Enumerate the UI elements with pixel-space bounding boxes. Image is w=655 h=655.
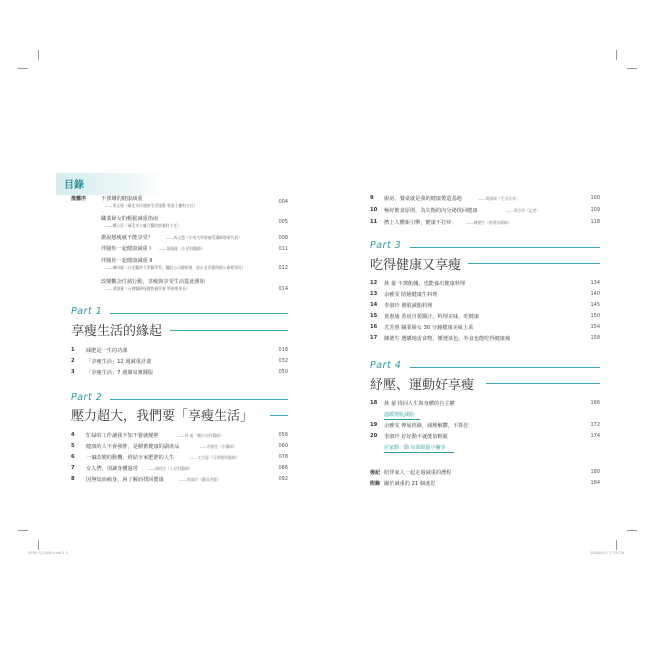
toc-entry bbox=[71, 358, 288, 367]
entry-page: 018 bbox=[278, 347, 288, 353]
preface-page: 014 bbox=[278, 286, 288, 292]
entry-title: 極好飲食原則，為失衡的內分泌找回健康 bbox=[384, 208, 478, 214]
entry-number: 9 bbox=[370, 195, 374, 201]
footer-timestamp: 2018/9/11 下午5:26 bbox=[590, 551, 624, 555]
entry-number: 10 bbox=[370, 207, 378, 213]
toc-entry bbox=[370, 335, 600, 344]
entry-title: 忙碌的工作讓我不知不覺就變胖 bbox=[86, 433, 159, 439]
entry-title: 健康的人不會發胖，是積蓄健康的副產品 bbox=[86, 444, 180, 450]
note-underline bbox=[384, 419, 420, 420]
entry-number: 5 bbox=[71, 443, 75, 449]
entry-number: 19 bbox=[370, 422, 378, 428]
entry-title: 因無知而痛身，困了解而找回健康 bbox=[86, 477, 164, 483]
preface-title: 伴隨你一起健康減重 II bbox=[101, 258, 153, 264]
toc-entry bbox=[370, 422, 600, 431]
footer-filename: 9789 內文ANS.indd 2-3 bbox=[28, 551, 68, 555]
part-divider bbox=[270, 415, 288, 416]
entry-title: 李淑玲 塘肌減脂料理 bbox=[384, 303, 433, 309]
toc-entry bbox=[370, 195, 600, 204]
entry-page: 092 bbox=[278, 476, 288, 482]
entry-title: 一個改變的動機，終結全家肥胖的人生 bbox=[86, 455, 175, 461]
entry-author: ——郭時淳（小兒科醫師） bbox=[147, 466, 193, 471]
toc-entry bbox=[370, 400, 600, 409]
entry-number: 2 bbox=[71, 358, 75, 364]
entry-page: 150 bbox=[590, 313, 600, 319]
toc-entry bbox=[71, 443, 288, 452]
part-divider bbox=[110, 399, 288, 400]
toc-entry bbox=[370, 302, 600, 311]
entry-title: 關於減重的 21 個迷思 bbox=[384, 481, 436, 487]
entry-page: 032 bbox=[278, 358, 288, 364]
part-4-label: Part 4 bbox=[370, 360, 402, 371]
entry-page: 078 bbox=[278, 454, 288, 460]
toc-entry bbox=[370, 207, 600, 216]
entry-page: 174 bbox=[590, 433, 600, 439]
entry-number: 3 bbox=[71, 369, 75, 375]
section-note: 居家動一動 肩頸鬆鬆小撇步 bbox=[384, 445, 446, 451]
preface-author: ——鄭心蓓（臺北市立聯合醫院營養科主任） bbox=[105, 223, 181, 228]
part-divider bbox=[410, 367, 600, 368]
entry-number: 16 bbox=[370, 324, 378, 330]
entry-author: ——余雅雯（中醫師） bbox=[199, 444, 237, 449]
entry-page: 172 bbox=[590, 422, 600, 428]
preface-page: 004 bbox=[278, 199, 288, 205]
entry-number: 1 bbox=[71, 347, 75, 353]
entry-title: 尤芳惠 職業婦女 30 分鐘健康美味上菜 bbox=[384, 325, 474, 331]
preface-author: ——張雅倫（小兒科醫師） bbox=[159, 246, 205, 251]
toc-entry bbox=[370, 480, 600, 489]
entry-page: 118 bbox=[590, 219, 600, 225]
part-3-label: Part 3 bbox=[370, 240, 402, 251]
section-note: 溫暖增肌減脂 bbox=[384, 412, 415, 418]
entry-title: 減肥是一生的功課 bbox=[86, 348, 128, 354]
entry-page: 184 bbox=[590, 480, 600, 486]
entry-title: 女人們，別讓身體過勞 bbox=[86, 466, 138, 472]
entry-title: 廚房，餐桌就是我的健康製造基地 bbox=[384, 196, 462, 202]
entry-page: 154 bbox=[590, 324, 600, 330]
entry-page: 086 bbox=[278, 465, 288, 471]
preface-page: 005 bbox=[278, 219, 288, 225]
entry-tag: 附錄 bbox=[370, 481, 381, 487]
entry-page: 100 bbox=[590, 195, 600, 201]
entry-author: ——陳德生（物理治療師） bbox=[466, 220, 512, 225]
part-divider bbox=[410, 247, 600, 248]
entry-number: 17 bbox=[370, 335, 378, 341]
entry-page: 166 bbox=[590, 400, 600, 406]
entry-page: 140 bbox=[590, 291, 600, 297]
preface-title: 伴隨你一起健康減重 I bbox=[101, 246, 151, 252]
entry-number: 18 bbox=[370, 400, 378, 406]
toc-entry bbox=[71, 432, 288, 441]
preface-page: 008 bbox=[278, 235, 288, 241]
part-4-title: 紓壓、運動好享瘦 bbox=[370, 378, 475, 393]
toc-title: 目錄 bbox=[64, 180, 84, 191]
part-2-label: Part 2 bbox=[71, 392, 103, 403]
toc-entry bbox=[370, 313, 600, 322]
preface-author: ——黃淑雅（台灣醫療保健營養學會 學會理事長） bbox=[105, 286, 190, 291]
part-3-title: 吃得健康又享瘦 bbox=[370, 258, 462, 273]
entry-author: ——黃苓珍（記者） bbox=[506, 208, 541, 213]
entry-number: 12 bbox=[370, 280, 378, 286]
entry-title: 陳德生 選購地雷食物，懂選菜色，外食也能吃得健康瘦 bbox=[384, 336, 511, 342]
part-divider bbox=[468, 263, 600, 264]
part-divider bbox=[110, 313, 288, 314]
entry-page: 050 bbox=[278, 369, 288, 375]
entry-title: 陪伴家人一起走過減重的歷程 bbox=[384, 470, 452, 476]
preface-author: ——黃正聖（臺北市民健康生活運動 專業主播科主任） bbox=[105, 203, 198, 208]
toc-entry bbox=[71, 369, 288, 378]
toc-entry bbox=[370, 280, 600, 289]
preface-title: 不挨餓的健康減重 bbox=[101, 196, 143, 202]
entry-title: 李淑玲 好好動不就能放輕鬆 bbox=[384, 434, 448, 440]
entry-title: 「享瘦生活」7 週簡易實踐版 bbox=[86, 370, 154, 376]
preface-author: ——陳四穎（台北醫學大學醫學系、醫院公司總經理、前台北市護理師公會理事長） bbox=[105, 265, 246, 270]
entry-number: 14 bbox=[370, 302, 378, 308]
entry-title: 黃惠瑜 善用自製醬汁，料理美味，吃健康 bbox=[384, 314, 480, 320]
entry-number: 4 bbox=[71, 432, 75, 438]
toc-entry bbox=[71, 476, 288, 485]
entry-page: 060 bbox=[278, 443, 288, 449]
preface-title: 職業婦女的輕鬆減重指南 bbox=[101, 216, 159, 222]
note-underline bbox=[384, 452, 454, 453]
entry-page: 145 bbox=[590, 302, 600, 308]
preface-author: ——馬文慧（中央大學營養系講師暨研究員） bbox=[166, 235, 242, 240]
right-page bbox=[328, 0, 655, 655]
entry-page: 109 bbox=[590, 207, 600, 213]
entry-title: 林 蓁 不挨飢餓，也能養出健康料理 bbox=[384, 281, 466, 287]
entry-author: ——尤芳惠（耳鼻喉科醫師） bbox=[190, 455, 240, 460]
entry-tag: 後記 bbox=[370, 470, 381, 476]
entry-title: 余雅雯 防燒健康生料理 bbox=[384, 292, 438, 298]
entry-number: 15 bbox=[370, 313, 378, 319]
entry-title: 「享瘦生活」12 週減重計畫 bbox=[86, 359, 152, 365]
entry-author: ——李淑玲（藥局老闆） bbox=[179, 477, 221, 482]
entry-number: 7 bbox=[71, 465, 75, 471]
entry-page: 158 bbox=[590, 335, 600, 341]
part-2-title: 壓力超大，我們要「享瘦生活」 bbox=[71, 409, 254, 424]
part-1-label: Part 1 bbox=[71, 306, 103, 317]
entry-page: 180 bbox=[590, 469, 600, 475]
toc-entry bbox=[370, 291, 600, 300]
part-1-title: 享瘦生活的緣起 bbox=[71, 324, 163, 339]
preface-title: 改變觀念付諸行動，享瘦與享受生活從此開始 bbox=[101, 279, 205, 285]
toc-entry bbox=[370, 433, 600, 442]
entry-number: 11 bbox=[370, 219, 378, 225]
entry-number: 20 bbox=[370, 433, 378, 439]
entry-title: 擠上人體新引擎，健康不打烊 bbox=[384, 220, 452, 226]
toc-entry bbox=[71, 454, 288, 463]
entry-title: 余雅雯 伸展經絡，減壓解鬱，不抓狂 bbox=[384, 423, 469, 429]
preface-title: 誰說想瘦就不能享受？ bbox=[101, 235, 153, 241]
entry-number: 6 bbox=[71, 454, 75, 460]
toc-entry bbox=[370, 219, 600, 228]
toc-entry bbox=[71, 465, 288, 474]
toc-entry bbox=[370, 324, 600, 333]
entry-number: 8 bbox=[71, 476, 75, 482]
preface-page: 011 bbox=[278, 246, 288, 252]
entry-author: ——黃雅瑞（生活作家） bbox=[478, 196, 520, 201]
entry-page: 134 bbox=[590, 280, 600, 286]
entry-author: ——林 蓁（數位內科醫師） bbox=[177, 433, 224, 438]
entry-page: 056 bbox=[278, 432, 288, 438]
part-divider bbox=[170, 330, 288, 331]
toc-entry bbox=[370, 469, 600, 478]
entry-number: 13 bbox=[370, 291, 378, 297]
preface-page: 012 bbox=[278, 265, 288, 271]
part-divider bbox=[486, 383, 600, 384]
preface-tag: 推薦序 bbox=[71, 196, 87, 202]
entry-title: 林 蓁 找回人生與身體的自主權 bbox=[384, 401, 455, 407]
toc-entry bbox=[71, 347, 288, 356]
